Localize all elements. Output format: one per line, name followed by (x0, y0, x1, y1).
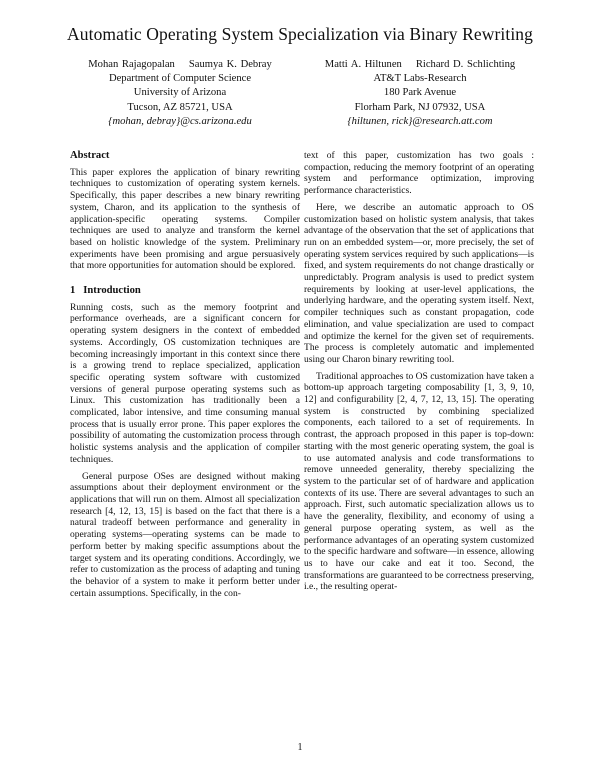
author-name: Richard D. Schlichting (415, 59, 516, 70)
author-email: {mohan, debray}@cs.arizona.edu (108, 115, 252, 127)
abstract-heading: Abstract (70, 150, 110, 161)
section-heading (70, 285, 300, 297)
body-paragraph: text of this paper, customization has two goals : compaction, reducing the memory footprint of an operating system and performance optimization, improving performance characteristics. (304, 150, 534, 197)
author-names (300, 58, 540, 72)
author-name: Saumya K. Debray (188, 59, 272, 70)
author-affiliation: University of Arizona (133, 87, 227, 99)
body-paragraph: Running costs, such as the memory footprint and performance overheads, are a significant concern for operating system designers in the context of embedded systems. Accordingly, OS customization techniques are becoming increasingly important in this context since there is a growing trend to replace specialized, application specific operating system software with customized versions of general purpose operating systems such as Linux. This customization has traditionally been a complicated, labor intensive, and time consuming manual process that is usually error prone. This paper explores the possibility of automating the customization process through holistic systems analysis and the application of compiler techniques. (70, 301, 300, 465)
author-affiliation: 180 Park Avenue (383, 87, 457, 99)
author-email: {hiltunen, rick}@research.att.com (347, 115, 493, 127)
author-department: AT&T Labs-Research (373, 73, 467, 85)
author-block-right (300, 58, 540, 129)
section-number: 1 (70, 285, 76, 297)
author-address: Tucson, AZ 85721, USA (127, 101, 233, 113)
body-paragraph: Traditional approaches to OS customization have taken a bottom-up approach targeting composability [1, 3, 9, 10, 12] and configurability [2, 4, 7, 12, 13, 15]. The operating system is constructed by combining specialized components, each tailored to a set of requirements. In contrast, the approach proposed in this paper is top-down: starting with the most generic operating system, the goal is to use automated analysis and code transformations to remove unneeded generality, thereby specializing the system to the particular set of of hardware and application contexts of its use. There are several advantages to such an approach. First, such automatic specialization allows us to have the generality, flexibility, and economy of using a general purpose operating system, as well as the performance advantages of an operating system customized to the specific hardware and software—in essence, allowing us to have our cake and eat it too. Second, the transformations are guaranteed to be correctness preserving, i.e., the resulting operat- (304, 370, 534, 593)
author-name: Mohan Rajagopalan (88, 59, 175, 70)
author-names (60, 58, 300, 72)
left-column (70, 150, 300, 599)
right-column (304, 150, 534, 593)
author-department: Department of Computer Science (108, 73, 252, 85)
paper-title: Automatic Operating System Specialization via Binary Rewriting (67, 24, 533, 44)
body-paragraph: Here, we describe an automatic approach to OS customization based on holistic system analysis, that takes advantage of the observation that the set of applications that run on an embedded system—or, more precisely, the set of operating system services required by such applications—is fixed, and system requirements do not change drastically or unpredictably. Program analysis is used to predict system requirements by looking at user-level applications, the underlying hardware, and the operating system itself. Next, compiler techniques such as constant propagation, code elimination, and value specialization are used to compact and optimize the kernel for the given set of requirements. The process is completely automatic and implemented using our Charon binary rewriting tool. (304, 201, 534, 365)
author-block-left (60, 58, 300, 129)
body-paragraph: General purpose OSes are designed without making assumptions about their deployment environment or the applications that will run on them. Almost all specialization research [4, 12, 13, 15] is based on the fact that there is a natural tradeoff between performance and generality in operating systems—operating systems can be made to perform better by making specific assumptions about the target system and its operating conditions. Accordingly, we refer to customization as the process of adapting and tuning the behavior of a system to make it perform better under certain assumptions. Specifically, in the con- (70, 470, 300, 599)
abstract-text: This paper explores the application of binary rewriting techniques to customization of operating system kernels. Specifically, this paper describes a new binary rewriting system, Charon, and its application to the synthesis of application-specific operating systems. Compiler techniques are used to analyze and transform the kernel based on holistic knowledge of the system. Preliminary experiments have been promising and argue persuasively that more opportunities for automation should be explored. (70, 166, 300, 272)
author-name: Matti A. Hiltunen (324, 59, 402, 70)
page-number: 1 (297, 742, 303, 753)
section-title: Introduction (83, 285, 141, 297)
author-address: Florham Park, NJ 07932, USA (354, 101, 486, 113)
